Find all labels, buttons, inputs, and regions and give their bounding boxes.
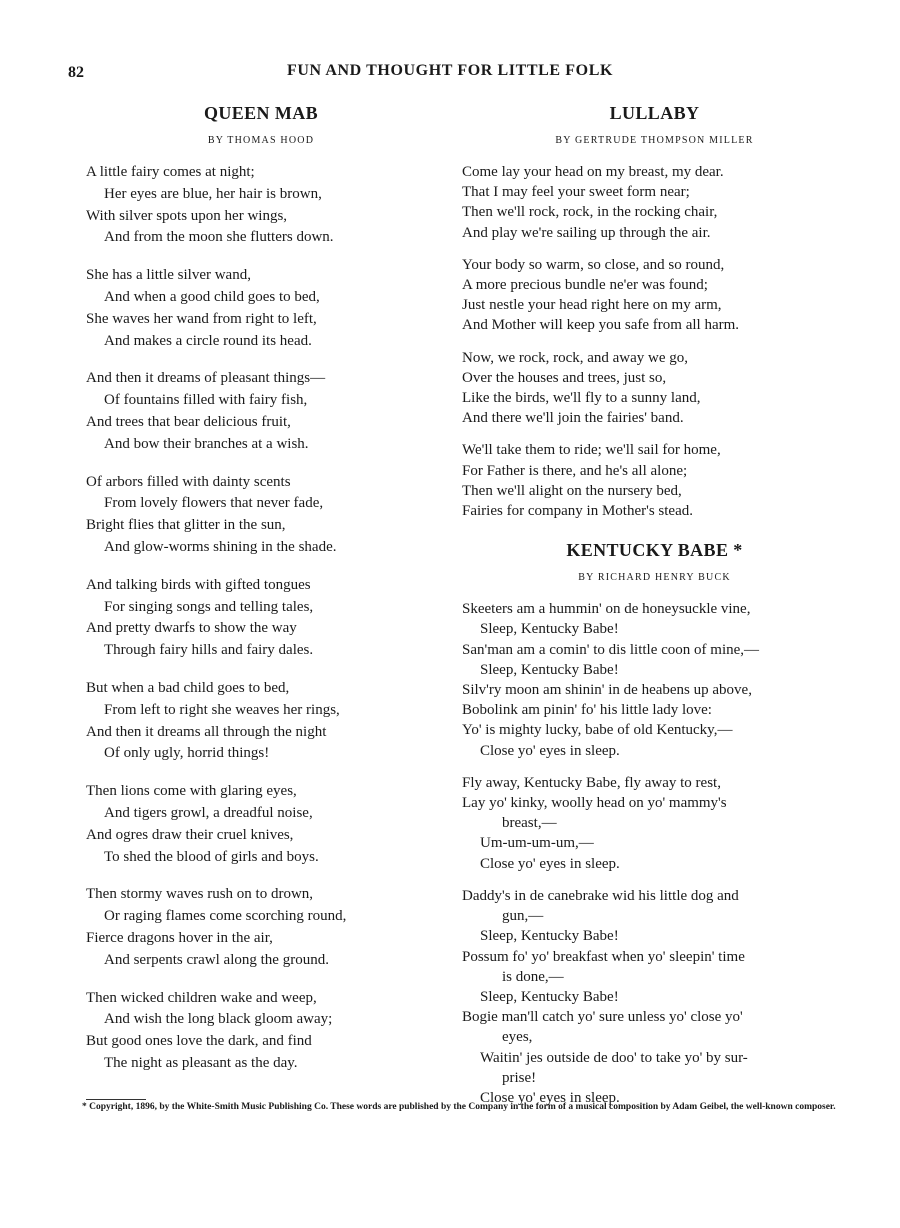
poem-line: And tigers growl, a dreadful noise, (104, 804, 313, 821)
poem-line: Sleep, Kentucky Babe! (480, 661, 619, 678)
footnote-rule (86, 1099, 146, 1100)
poem-line: Fairies for company in Mother's stead. (462, 503, 693, 520)
poem-line: A little fairy comes at night; (86, 164, 255, 180)
poem-line: We'll take them to ride; we'll sail for home, (462, 442, 721, 459)
stanza (86, 678, 436, 765)
poem-line: prise! (502, 1069, 537, 1086)
right-column (462, 102, 847, 1120)
poem-line: Or raging flames come scorching round, (104, 908, 347, 925)
poem-line: Then wicked children wake and weep, (86, 989, 317, 1006)
poem-line: Close yo' eyes in sleep. (480, 855, 620, 872)
poem-line: And makes a circle round its head. (104, 332, 312, 349)
poem-line: Yo' is mighty lucky, babe of old Kentucky,— (462, 722, 733, 739)
stanza (86, 781, 436, 868)
stanza (86, 472, 436, 559)
kentucky-babe-title: KENTUCKY BABE * (566, 540, 743, 561)
poem-line: And then it dreams of pleasant things— (86, 370, 326, 387)
poem-line: And from the moon she flutters down. (104, 229, 334, 246)
stanza (86, 265, 436, 352)
poem-line: Just nestle your head right here on my arm, (462, 297, 722, 314)
poem-line: Bright flies that glitter in the sun, (86, 517, 286, 534)
stanza (462, 440, 847, 521)
poem-line: Like the birds, we'll fly to a sunny land, (462, 390, 701, 407)
poem-line: Of arbors filled with dainty scents (86, 473, 291, 490)
poem-line: Then we'll alight on the nursery bed, (462, 482, 682, 499)
stanza (462, 162, 847, 243)
poem-line: And glow-worms shining in the shade. (104, 538, 337, 555)
poem-line: Fly away, Kentucky Babe, fly away to rest, (462, 774, 721, 791)
poem-line: Close yo' eyes in sleep. (480, 1089, 620, 1106)
poem-line: Then stormy waves rush on to drown, (86, 886, 314, 903)
poem-line: Lay yo' kinky, woolly head on yo' mammy's (462, 795, 727, 812)
poem-line: A more precious bundle ne'er was found; (462, 277, 708, 294)
poem-line: Waitin' jes outside de doo' to take yo' by sur- (480, 1049, 748, 1066)
stanza (462, 348, 847, 429)
poem-line: But when a bad child goes to bed, (86, 679, 290, 696)
poem-line: Bobolink am pinin' fo' his little lady love: (462, 702, 712, 719)
poem-line: And wish the long black gloom away; (104, 1011, 333, 1028)
poem-line: eyes, (502, 1029, 533, 1046)
poem-line: And serpents crawl along the ground. (104, 951, 329, 968)
poem-line: And when a good child goes to bed, (104, 288, 320, 305)
footnote: * Copyright, 1896, by the White-Smith Music Publishing Co. These words are published by the Company in the form of a musical composition by Adam Geibel, the well-known composer. (82, 1102, 836, 1112)
poem-line: Silv'ry moon am shinin' in de heabens up above, (462, 682, 752, 699)
poem-line: Skeeters am a hummin' on de honeysuckle vine, (462, 601, 751, 618)
poem-line: And trees that bear delicious fruit, (86, 413, 291, 430)
poem-line: And ogres draw their cruel knives, (86, 826, 294, 843)
stanza (462, 886, 847, 1108)
poem-line: And then it dreams all through the night (86, 723, 327, 740)
poem-line: Through fairy hills and fairy dales. (104, 642, 314, 659)
poem-line: Bogie man'll catch yo' sure unless yo' close yo' (462, 1009, 743, 1026)
poem-line: That I may feel your sweet form near; (462, 184, 690, 201)
page-number: 82 (68, 64, 84, 81)
poem-line: Sleep, Kentucky Babe! (480, 928, 619, 945)
poem-line: For Father is there, and he's all alone; (462, 462, 688, 479)
stanza (86, 162, 436, 249)
stanza (86, 884, 436, 971)
lullaby-byline: BY GERTRUDE THOMPSON MILLER (555, 135, 754, 146)
kentucky-babe-byline: BY RICHARD HENRY BUCK (578, 572, 731, 584)
poem-line: Of only ugly, horrid things! (104, 745, 270, 762)
left-column (86, 102, 436, 1091)
poem-line: breast,— (502, 815, 557, 832)
poem-line: is done,— (502, 968, 564, 985)
poem-line: Possum fo' yo' breakfast when yo' sleepin' time (462, 948, 745, 965)
stanza (462, 773, 847, 874)
poem-line: Fierce dragons hover in the air, (86, 929, 273, 946)
poem-line: Sleep, Kentucky Babe! (480, 988, 619, 1005)
poem-line: Sleep, Kentucky Babe! (480, 621, 619, 638)
poem-line: And talking birds with gifted tongues (86, 576, 311, 593)
poem-line: To shed the blood of girls and boys. (104, 848, 319, 865)
poem-line: And Mother will keep you safe from all harm. (462, 317, 740, 334)
poem-line: She waves her wand from right to left, (86, 310, 317, 327)
poem-line: Over the houses and trees, just so, (462, 369, 667, 386)
poem-line: With silver spots upon her wings, (86, 207, 288, 224)
poem-line: Daddy's in de canebrake wid his little dog and (462, 887, 739, 904)
poem-line: San'man am a comin' to dis little coon of mine,— (462, 641, 760, 658)
stanza (86, 988, 436, 1075)
poem-line: And play we're sailing up through the air. (462, 224, 711, 241)
poem-line: Now, we rock, rock, and away we go, (462, 349, 689, 366)
poem-line: The night as pleasant as the day. (104, 1054, 298, 1071)
queen-mab-title: QUEEN MAB (203, 103, 319, 123)
running-head: FUN AND THOUGHT FOR LITTLE FOLK (286, 62, 614, 79)
stanza (462, 599, 847, 761)
poem-line: But good ones love the dark, and find (86, 1033, 312, 1050)
poem-line: gun,— (502, 908, 544, 925)
poem-line: Her eyes are blue, her hair is brown, (104, 185, 322, 202)
poem-line: She has a little silver wand, (86, 267, 251, 284)
poem-line: Then we'll rock, rock, in the rocking chair, (462, 204, 718, 221)
queen-mab-byline: BY THOMAS HOOD (207, 135, 315, 146)
poem-line: Then lions come with glaring eyes, (86, 783, 297, 800)
lullaby-title: LULLABY (609, 103, 700, 123)
poem-line: Your body so warm, so close, and so round, (462, 256, 725, 273)
poem-line: From left to right she weaves her rings, (104, 701, 340, 718)
poem-line: From lovely flowers that never fade, (104, 495, 324, 512)
poem-line: And pretty dwarfs to show the way (86, 620, 297, 637)
poem-line: And bow their branches at a wish. (104, 435, 309, 452)
poem-line: Of fountains filled with fairy fish, (104, 392, 308, 409)
poem-line: For singing songs and telling tales, (104, 598, 314, 615)
poem-line: Um-um-um-um,— (480, 835, 594, 852)
stanza (86, 368, 436, 455)
poem-line: Close yo' eyes in sleep. (480, 742, 620, 759)
poem-line: And there we'll join the fairies' band. (462, 410, 684, 427)
poem-line: Come lay your head on my breast, my dear. (462, 164, 724, 180)
stanza (462, 255, 847, 336)
stanza (86, 575, 436, 662)
